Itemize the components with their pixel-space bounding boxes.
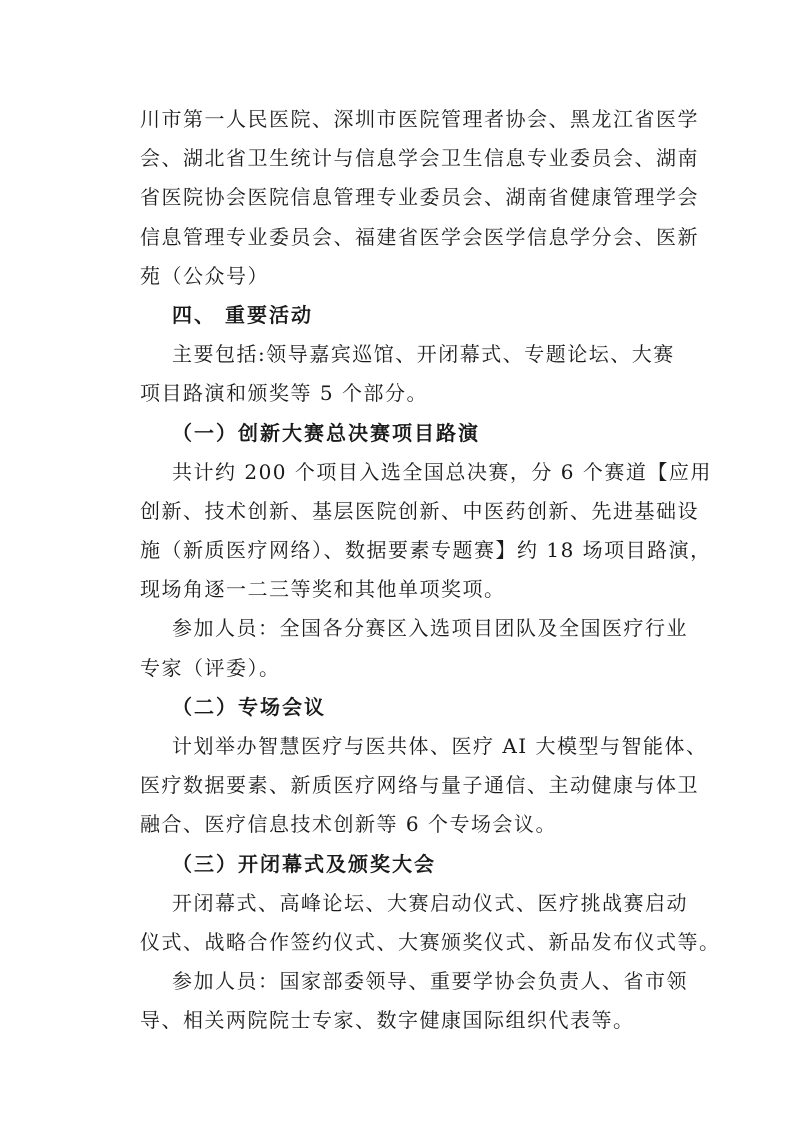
paragraph-line: 开闭幕式、高峰论坛、大赛启动仪式、医疗挑战赛启动 xyxy=(172,890,688,915)
participants-line: 参加人员：全国各分赛区入选项目团队及全国医疗行业 xyxy=(172,616,688,641)
paragraph-line: 主要包括:领导嘉宾巡馆、开闭幕式、专题论坛、大赛 xyxy=(172,342,675,367)
paragraph-line: 现场角逐一二三等奖和其他单项奖项。 xyxy=(140,577,506,602)
document-body xyxy=(140,100,721,1041)
paragraph-line: 仪式、战略合作签约仪式、大赛颁奖仪式、新品发布仪式等。 xyxy=(140,929,721,954)
body-line: 苑（公众号） xyxy=(140,263,269,288)
subsection-heading-roadshow: （一）创新大赛总决赛项目路演 xyxy=(172,420,480,445)
paragraph-line: 计划举办智慧医疗与医共体、医疗 AI 大模型与智能体、 xyxy=(172,734,708,758)
paragraph-line: 共计约 200 个项目入选全国总决赛，分 6 个赛道【应用 xyxy=(172,459,712,484)
subsection-heading-special-meetings: （二）专场会议 xyxy=(172,694,326,719)
body-line: 川市第一人民医院、深圳市医院管理者协会、黑龙江省医学 xyxy=(140,107,699,131)
paragraph-line: 医疗数据要素、新质医疗网络与量子通信、主动健康与体卫 xyxy=(140,773,699,798)
body-line: 省医院协会医院信息管理专业委员会、湖南省健康管理学会 xyxy=(140,185,699,210)
participants-line: 参加人员：国家部委领导、重要学协会负责人、省市领 xyxy=(172,969,688,994)
participants-line: 导、相关两院院士专家、数字健康国际组织代表等。 xyxy=(140,1008,635,1033)
paragraph-line: 融合、医疗信息技术创新等 6 个专场会议。 xyxy=(140,812,557,837)
section-heading-important-activities: 四、 重要活动 xyxy=(172,302,313,327)
paragraph-line: 施（新质医疗网络）、数据要素专题赛】约 18 场项目路演， xyxy=(140,538,712,563)
body-line: 信息管理专业委员会、福建省医学会医学信息学分会、医新 xyxy=(140,224,699,249)
paragraph-line: 创新、技术创新、基层医院创新、中医药创新、先进基础设 xyxy=(140,498,699,523)
body-line: 会、湖北省卫生统计与信息学会卫生信息专业委员会、湖南 xyxy=(140,146,699,171)
subsection-heading-ceremonies: （三）开闭幕式及颁奖大会 xyxy=(172,851,436,876)
participants-line: 专家（评委）。 xyxy=(140,655,281,680)
paragraph-line: 项目路演和颁奖等 5 个部分。 xyxy=(140,381,428,406)
